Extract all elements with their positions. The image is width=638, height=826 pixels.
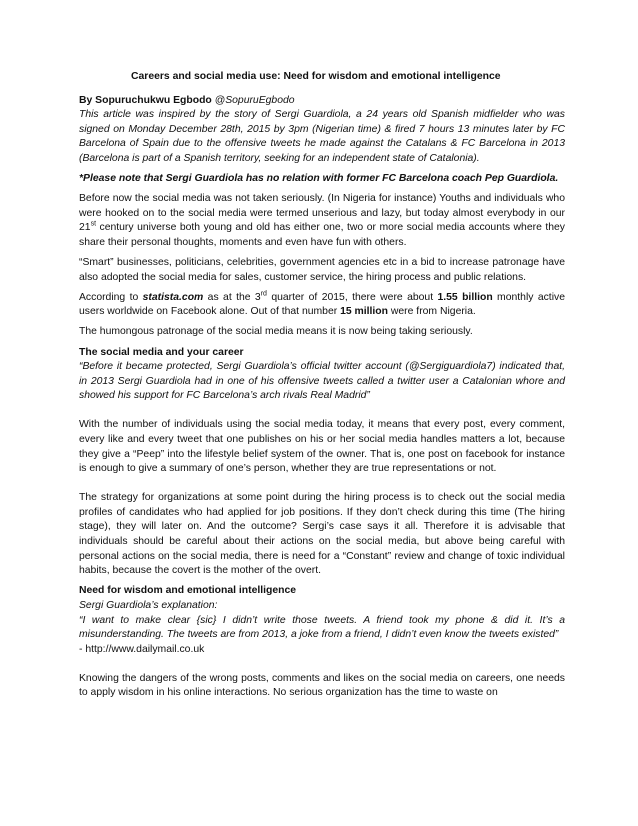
spacer — [79, 663, 565, 672]
paragraph-patronage: The humongous patronage of the social media means it is now being taking seriously. — [79, 326, 473, 338]
quote-explanation: “I want to make clear {sic} I didn’t write those tweets. A friend took my phone & did it. It’s a misunderstanding. The tweets are from 2013, a joke from a friend, I didn’t even know the tweets existed” — [79, 614, 565, 641]
spacer — [79, 482, 565, 491]
p3-text-b: as at the 3 — [203, 291, 261, 303]
author-name: By Sopuruchukwu Egbodo — [79, 94, 212, 106]
paragraph-dangers: Knowing the dangers of the wrong posts, comments and likes on the social media on careers, one needs to apply wisdom in his online interactions. No serious organization has the time to waste on — [79, 672, 565, 699]
explanation-label: Sergi Guardiola’s explanation: — [79, 599, 218, 611]
section-heading-career: The social media and your career — [79, 346, 244, 358]
p1-text-a: Before now the social media was not taken seriously. (In Nigeria for instance) Youths and individuals who were hooked on to the social media were termed unserious and lazy, but today almost everybody in our 21 — [79, 193, 565, 234]
byline — [79, 94, 565, 109]
p3-text-a: According to — [79, 291, 143, 303]
p1-superscript: st — [90, 220, 97, 228]
p3-text-e: were from Nigeria. — [388, 306, 476, 318]
note-paragraph: *Please note that Sergi Guardiola has no relation with former FC Barcelona coach Pep Guardiola. — [79, 173, 559, 185]
quote-source-link[interactable]: - http://www.dailymail.co.uk — [79, 643, 205, 655]
p3-superscript: rd — [260, 290, 267, 298]
quote-twitter-account: “Before it became protected, Sergi Guardiola’s official twitter account (@Sergiguardiola7) indicated that, in 2013 Sergi Guardiola had in one of his offensive tweets called a twitter user a Catalonian whore and showed his support for FC Barcelona’s arch rivals Real Madrid” — [79, 361, 565, 402]
p1-text-b: century universe both young and old has either one, two or more social media accounts where they share their personal thoughts, moments and even have fun with others. — [79, 222, 565, 248]
p3-text-d: monthly active users worldwide on Facebook alone. Out of that number — [79, 291, 565, 318]
p3-text-c: quarter of 2015, there were about — [266, 291, 438, 303]
author-handle: @SopuruEgbodo — [214, 94, 295, 106]
nigeria-users-count: 15 million — [340, 306, 389, 318]
paragraph-hiring-strategy: The strategy for organizations at some point during the hiring process is to check out the social media profiles of candidates who had applied for job positions. If they don’t check during this time (The hiring stage), they will later on. And the outcome? Sergi’s case says it all. Therefore it is advisable that individuals should be careful about their actions on the social media, but above being careful with personal actions on the social media, there is need for a “Constant” review and change of toxic individual habits, because the covert is the mother of the overt. — [79, 492, 565, 577]
article-title: Careers and social media use: Need for wisdom and emotional intelligence — [131, 71, 501, 82]
statista-source: statista.com — [142, 291, 204, 303]
paragraph-statistics — [79, 291, 565, 320]
intro-paragraph: This article was inspired by the story of Sergi Guardiola, a 24 years old Spanish midfielder who was signed on Monday December 28th, 2015 by 3pm (Nigerian time) & fired 7 hours 13 minutes later by FC Barcelona of Spain due to the offensive tweets he made against the Catalans & FC Barcelona in 2013 (Barcelona is part of a Spanish territory, seeking for an independent state of Catalonia). — [79, 109, 565, 164]
section-heading-wisdom: Need for wisdom and emotional intelligence — [79, 585, 297, 597]
paragraph-individuals: With the number of individuals using the social media today, it means that every post, every comment, every like and every tweet that one publishes on his or her social media handles matters a lot, because they give a “Peep” into the lifestyle belief system of the owner. That is, one post on facebook for instance is enough to give a summary of one’s person, whether they are true representations or not. — [79, 419, 565, 475]
paragraph-social-media-history — [79, 192, 565, 250]
spacer — [79, 409, 565, 418]
facebook-users-count: 1.55 billion — [437, 291, 493, 303]
paragraph-smart-businesses: “Smart” businesses, politicians, celebrities, government agencies etc in a bid to increase patronage have also adopted the social media for sales, customer service, the hiring process and public relations. — [79, 257, 565, 283]
